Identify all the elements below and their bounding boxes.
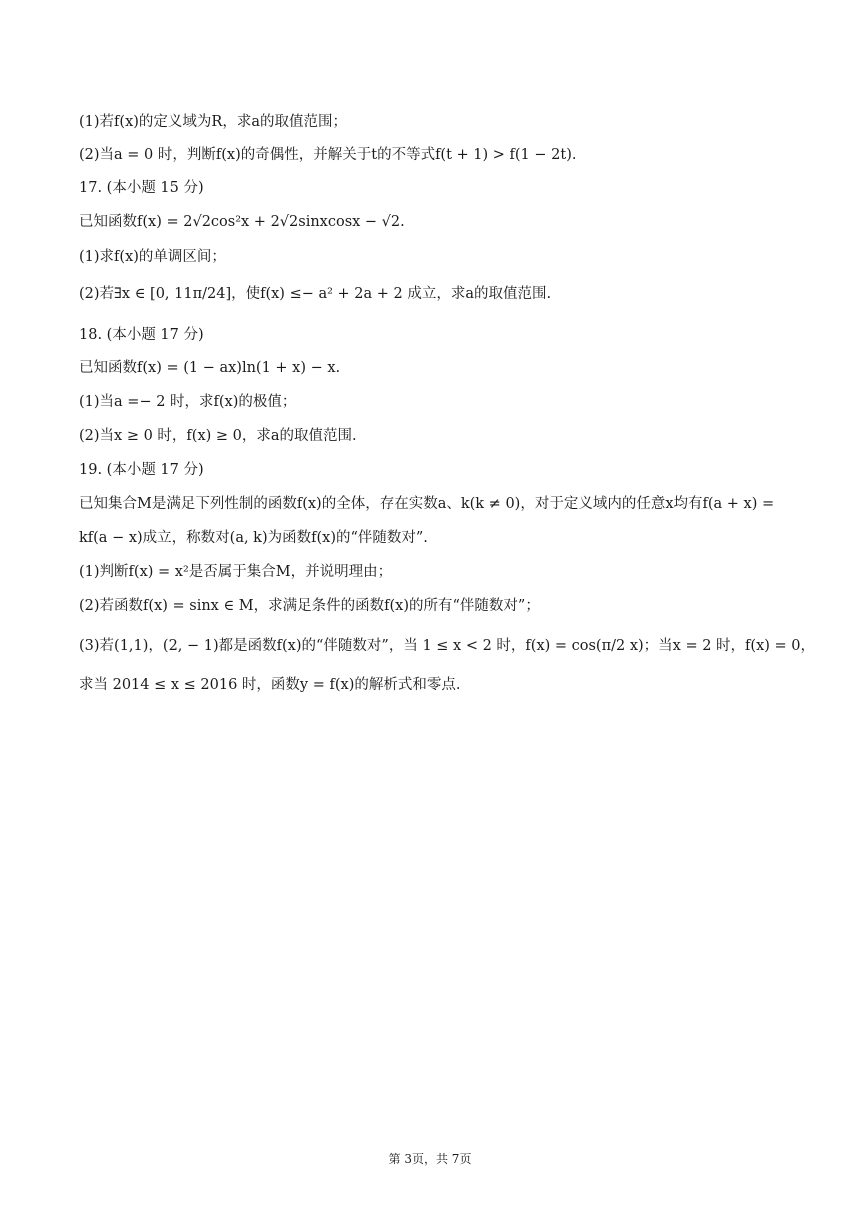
q17-part2 [79,284,781,304]
q17-header [79,178,781,198]
q18-part2 [79,426,781,446]
q19-header [79,460,781,480]
q17-part1 [79,247,781,267]
q19-stem-line1-text: 已知集合M是满足下列性制的函数f(x)的全体，存在实数a、k(k ≠ 0)，对于定义域内的任意x均有f(a + x) = [79,496,775,512]
q18-header [79,325,781,345]
q18-part2-text: (2)当x ≥ 0 时，f(x) ≥ 0，求a的取值范围. [79,428,357,444]
q17-part2-text: (2)若∃x ∈ [0, 11π/24]，使f(x) ≤− a² + 2a + 2 成立，求a的取值范围. [79,286,552,302]
q18-stem [79,358,781,378]
page-footer [0,1150,860,1167]
q18-part1-text: (1)当a =− 2 时，求f(x)的极值； [79,394,297,410]
q19-part2-text: (2)若函数f(x) = sinx ∈ M，求满足条件的函数f(x)的所有“伴随数对”； [79,598,540,614]
q19-part3-line2-text: 求当 2014 ≤ x ≤ 2016 时，函数y = f(x)的解析式和零点. [79,677,461,693]
q16-part1-text: (1)若f(x)的定义域为R，求a的取值范围； [79,114,347,130]
q19-part3-line1-text: (3)若(1,1)，(2, − 1)都是函数f(x)的“伴随数对”，当 1 ≤ x < 2 时，f(x) = cos(π/2 x)；当x = 2 时，f(x) = 0， [79,638,816,654]
q19-header-text: 19. (本小题 17 分) [79,462,204,478]
q19-part2 [79,596,781,616]
q16-part2-text: (2)当a = 0 时，判断f(x)的奇偶性，并解关于t的不等式f(t + 1) > f(1 − 2t). [79,147,577,163]
q18-part1 [79,392,781,412]
q17-stem-text: 已知函数f(x) = 2√2cos²x + 2√2sinxcosx − √2. [79,214,405,230]
page-number: 第 3页，共 7页 [388,1152,472,1166]
q19-stem-line2 [79,528,781,548]
q18-header-text: 18. (本小题 17 分) [79,327,204,343]
q19-part3-line2 [79,675,781,695]
q19-part1 [79,562,781,582]
q17-header-text: 17. (本小题 15 分) [79,180,204,196]
q17-part1-text: (1)求f(x)的单调区间； [79,249,226,265]
q16-part2 [79,145,781,165]
q17-stem [79,212,781,232]
q19-stem-line1 [79,494,781,514]
q19-part3-line1 [79,636,816,656]
q18-stem-text: 已知函数f(x) = (1 − ax)ln(1 + x) − x. [79,360,341,376]
q19-stem-line2-text: kf(a − x)成立，称数对(a, k)为函数f(x)的“伴随数对”. [79,530,428,546]
q19-part1-text: (1)判断f(x) = x²是否属于集合M，并说明理由； [79,564,393,580]
q16-part1 [79,112,781,132]
